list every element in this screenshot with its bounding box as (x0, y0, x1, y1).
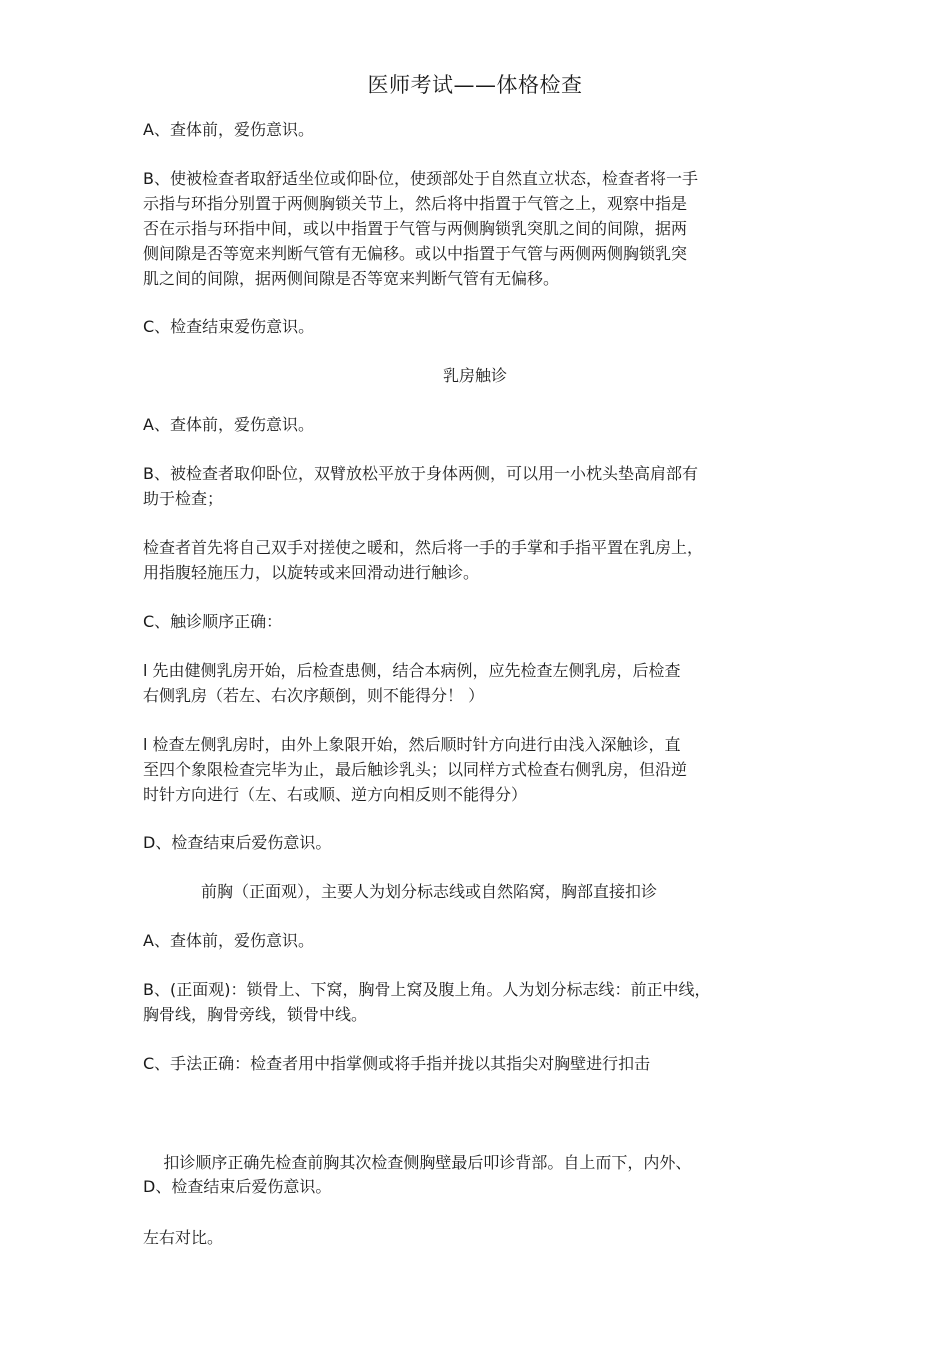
section1-step-c: C、检查结束爱伤意识。 (143, 317, 315, 336)
section2-bullet-2 (143, 732, 783, 807)
text-line: B、(正面观)：锁骨上、下窝，胸骨上窝及腹上角。人为划分标志线：前正中线， (143, 980, 711, 999)
text-line: 右侧乳房（若左、右次序颠倒，则不能得分！ ） (143, 686, 485, 705)
text-line: B、使被检查者取舒适坐位或仰卧位，使颈部处于自然直立状态，检查者将一手 (143, 169, 698, 188)
section1-step-b (143, 166, 783, 291)
text-line: 否在示指与环指中间，或以中指置于气管与两侧胸锁乳突肌之间的间隙，据两 (143, 219, 688, 238)
section2-step-b-detail (143, 535, 783, 585)
section2-step-c: C、触诊顺序正确： (143, 612, 283, 631)
section3-step-d: D、检查结束后爱伤意识。 (143, 1177, 332, 1196)
text-line: 示指与环指分别置于两侧胸锁关节上，然后将中指置于气管之上，观察中指是 (143, 194, 688, 213)
text-line: 时针方向进行（左、右或顺、逆方向相反则不能得分） (143, 785, 528, 804)
chest-percussion-heading: 前胸（正面观），主要人为划分标志线或自然陷窝，胸部直接扣诊 (201, 882, 658, 901)
section2-step-b (143, 461, 783, 511)
text-line: 扣诊顺序正确先检查前胸其次检查侧胸壁最后叩诊背部。自上而下，内外、 (143, 1153, 692, 1172)
text-line: l 先由健侧乳房开始，后检查患侧，结合本病例，应先检查左侧乳房，后检查 (143, 661, 681, 680)
text-line: 侧间隙是否等宽来判断气管有无偏移。或以中指置于气管与两侧两侧胸锁乳突 (143, 244, 688, 263)
section1-step-a: A、查体前，爱伤意识。 (143, 120, 314, 139)
section2-step-a: A、查体前，爱伤意识。 (143, 415, 314, 434)
text-line: 胸骨线，胸骨旁线，锁骨中线。 (143, 1005, 368, 1024)
text-line: 检查者首先将自己双手对搓使之暖和，然后将一手的手掌和手指平置在乳房上， (143, 538, 704, 557)
document-title: 医师考试——体格检查 (367, 73, 583, 97)
section3-step-c: C、手法正确：检查者用中指掌侧或将手指并拢以其指尖对胸壁进行扣击 (143, 1054, 651, 1073)
section3-step-c-detail (143, 1100, 783, 1300)
section2-bullet-1 (143, 658, 783, 708)
text-line: 至四个象限检查完毕为止，最后触诊乳头；以同样方式检查右侧乳房，但沿逆 (143, 760, 688, 779)
breast-palpation-heading: 乳房触诊 (442, 366, 507, 385)
text-line: 肌之间的间隙，据两侧间隙是否等宽来判断气管有无偏移。 (143, 269, 560, 288)
section3-step-b (143, 977, 783, 1027)
text-line: 左右对比。 (143, 1228, 224, 1247)
text-line: B、被检查者取仰卧位，双臂放松平放于身体两侧，可以用一小枕头垫高肩部有 (143, 464, 698, 483)
text-line: l 检查左侧乳房时，由外上象限开始，然后顺时针方向进行由浅入深触诊，直 (143, 735, 681, 754)
section2-step-d: D、检查结束后爱伤意识。 (143, 833, 332, 852)
text-line: 助于检查； (143, 489, 224, 508)
section3-step-a: A、查体前，爱伤意识。 (143, 931, 314, 950)
text-line: 用指腹轻施压力，以旋转或来回滑动进行触诊。 (143, 563, 480, 582)
